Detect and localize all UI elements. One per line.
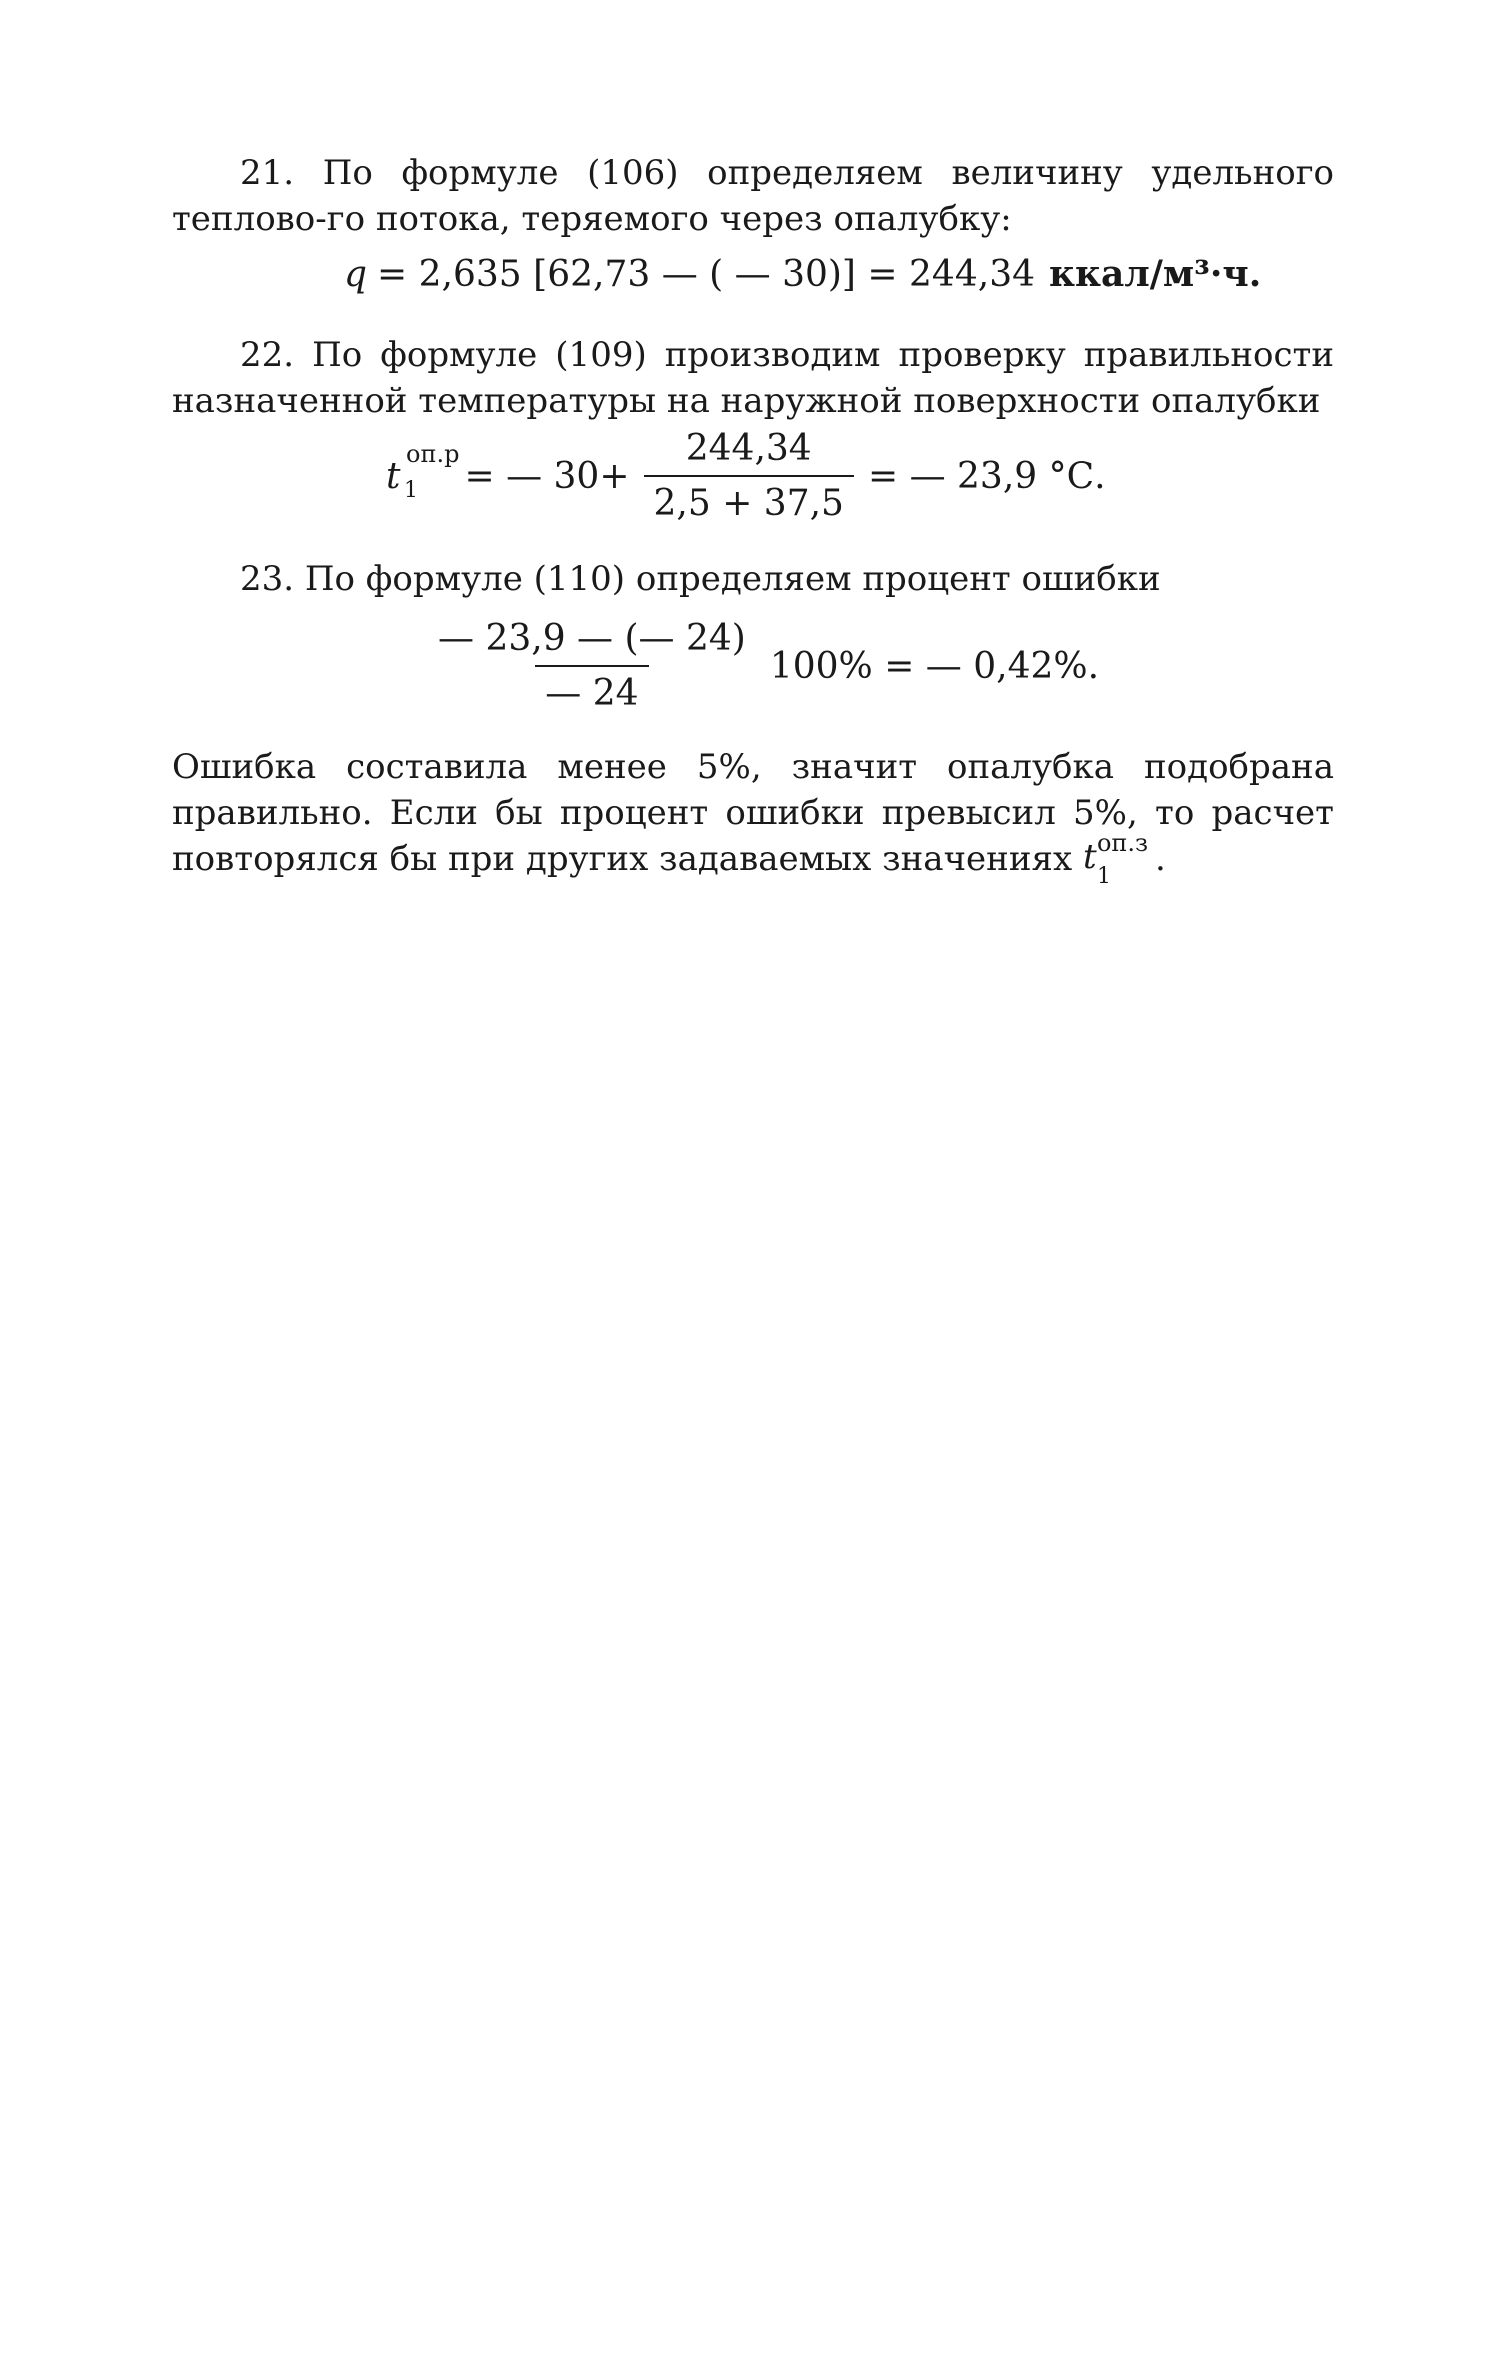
conclusion-paragraph bbox=[172, 744, 1334, 889]
eq2-symbol-sub: 1 bbox=[404, 477, 418, 503]
equation-error-percent bbox=[428, 618, 1099, 714]
conclusion-symbol-sub: 1 bbox=[1096, 864, 1111, 889]
paragraph-23: 23. По формуле (110) определяем процент ошибки bbox=[240, 559, 1161, 599]
conclusion-symbol-letter: t bbox=[1082, 837, 1097, 877]
equation-surface-temperature bbox=[386, 428, 1106, 524]
eq2-numerator: 244,34 bbox=[685, 428, 812, 469]
eq1-rhs: = 2,635 [62,73 — ( — 30)] = 244,34 bbox=[377, 253, 1035, 295]
eq2-fraction bbox=[644, 428, 854, 524]
eq2-rhs: = — 23,9 °С. bbox=[867, 455, 1106, 497]
equation-heat-flux bbox=[344, 253, 1261, 295]
eq2-symbol-sup: оп.р bbox=[406, 439, 460, 468]
paragraph-22: 22. По формуле (109) производим проверку правильности назначенной температуры на наружной поверхности опалубки bbox=[172, 335, 1334, 421]
eq1-lhs: q bbox=[344, 253, 368, 295]
conclusion-end: . bbox=[1154, 839, 1166, 879]
eq2-denominator: 2,5 + 37,5 bbox=[644, 475, 854, 524]
eq2-symbol bbox=[386, 439, 460, 503]
conclusion-text: Ошибка составила менее 5%, значит опалубка подобрана правильно. Если бы процент ошибки превысил 5%, то расчет повторялся бы при других задаваемых значениях bbox=[172, 747, 1334, 879]
eq2-lhs: = — 30+ bbox=[464, 455, 630, 497]
eq2-symbol-letter: t bbox=[386, 455, 401, 497]
eq3-fraction bbox=[428, 618, 756, 714]
eq1-unit: ккал/м³·ч. bbox=[1049, 253, 1262, 295]
eq3-numerator: — 23,9 — (— 24) bbox=[438, 618, 746, 659]
paragraph-21: 21. По формуле (106) определяем величину удельного теплово-го потока, теряемого через опалубку: bbox=[172, 153, 1334, 239]
conclusion-symbol-sup: оп.з bbox=[1096, 829, 1149, 857]
eq3-denominator: — 24 bbox=[535, 665, 648, 714]
conclusion-symbol bbox=[1082, 829, 1155, 889]
eq3-rhs: 100% = — 0,42%. bbox=[769, 645, 1100, 687]
